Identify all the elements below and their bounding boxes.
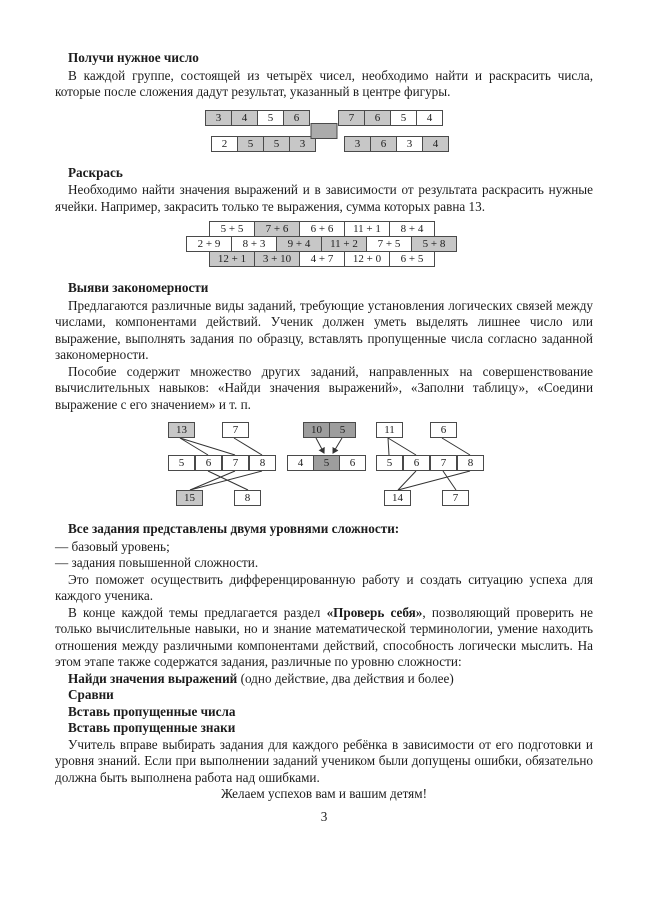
level-item-basic: — базовый уровень; [55,538,170,554]
check-yourself-pre: В конце каждой темы предлагается раздел [68,604,327,620]
paragraph-differentiation: Это поможет осуществить дифференцированную работу и создать ситуацию успеха для каждого ученика. [55,571,593,603]
number-cell: 5 [263,136,290,152]
number-cell: 6 [370,136,397,152]
connect-cell: 8 [249,455,276,471]
expression-cell: 8 + 3 [231,236,277,252]
task-find-values-bold: Найди значения выражений [68,670,238,686]
paragraph-teacher: Учитель вправе выбирать задания для каждого ребёнка в зависимости от его подготовки и уровня знаний. Если при выполнении заданий учеником были допущены ошибки, обязательно должна быть выполнена работа над ошибками. [55,736,593,785]
expression-row [209,251,462,267]
connect-cell: 7 [442,490,469,506]
center-target-cell [311,123,338,139]
expression-cell: 11 + 1 [344,221,390,237]
connect-cell: 4 [287,455,314,471]
expression-cell: 7 + 6 [254,221,300,237]
connect-cell: 7 [222,455,249,471]
expression-cell: 2 + 9 [186,236,232,252]
expression-cell: 6 + 6 [299,221,345,237]
number-group [205,110,310,126]
expression-cell: 7 + 5 [366,236,412,252]
paragraph-patterns-1: Предлагаются различные виды заданий, требующие установления логических связей между числами, компонентами действий. Ученик должен уметь выделять лишнее число или выражение, выполнять задания по образцу, вставлять пропущенные числа согласно заданной закономерности. [55,297,593,362]
task-find-values [55,671,593,688]
figure-connect-groups [159,422,489,508]
paragraph-get-number: В каждой группе, состоящей из четырёх чисел, необходимо найти и раскрасить числа, которые после сложения дадут результат, указанный в центре фигуры. [55,67,593,99]
connect-cell: 6 [339,455,366,471]
heading-color: Раскрась [68,164,123,180]
figure-sum-groups [205,110,443,152]
paragraph-color: Необходимо найти значения выражений и в зависимости от результата раскрасить нужные ячейки. Например, закрасить только те выражения, сумма которых равна 13. [55,182,593,214]
task-insert-signs-bold: Вставь пропущенные знаки [68,720,236,735]
expression-row [209,221,462,237]
number-cell: 3 [205,110,232,126]
task-insert-numbers-bold: Вставь пропущенные числа [68,703,236,719]
number-cell: 4 [231,110,258,126]
expression-cell: 12 + 1 [209,251,255,267]
number-cell: 7 [338,110,365,126]
connect-cell: 14 [384,490,411,506]
number-cell: 6 [364,110,391,126]
connect-cell: 6 [403,455,430,471]
connect-cell: 13 [168,422,195,438]
number-cell: 4 [422,136,449,152]
number-cell: 3 [344,136,371,152]
expression-cell: 8 + 4 [389,221,435,237]
page-number: 3 [320,808,328,824]
number-cell: 5 [237,136,264,152]
task-compare-bold: Сравни [68,687,114,702]
paragraph-patterns-2: Пособие содержит множество других заданий, направленных на совершенствование вычислительных навыков: «Найди значения выражений», «Заполни таблицу», «Соедини выражение с его значением» и т. п. [55,363,593,412]
connect-cell: 7 [430,455,457,471]
number-group [211,136,316,152]
expression-cell: 4 + 7 [299,251,345,267]
task-insert-numbers [55,704,593,721]
figure-expression-grid [186,221,462,267]
connect-cell: 6 [195,455,222,471]
number-group [344,136,449,152]
connect-cell: 8 [234,490,261,506]
expression-cell: 9 + 4 [276,236,322,252]
number-cell: 5 [390,110,417,126]
check-yourself-title: «Проверь себя» [326,604,423,620]
expression-cell: 11 + 2 [321,236,367,252]
number-cell: 3 [289,136,316,152]
connect-cell: 10 [303,422,330,438]
connect-cell: 8 [457,455,484,471]
task-insert-signs [55,720,593,737]
number-cell: 6 [283,110,310,126]
number-group [338,110,443,126]
number-cell: 4 [416,110,443,126]
connect-cell: 5 [168,455,195,471]
closing-line: Желаем успехов вам и вашим детям! [221,786,427,801]
number-cell: 2 [211,136,238,152]
paragraph-check-yourself [55,605,593,671]
expression-row [186,236,462,252]
connect-cell: 5 [376,455,403,471]
heading-patterns: Выяви закономерности [68,280,209,295]
heading-levels: Все задания представлены двумя уровнями сложности: [68,521,400,536]
connect-cell: 6 [430,422,457,438]
expression-cell: 12 + 0 [344,251,390,267]
level-item-advanced: — задания повышенной сложности. [55,555,259,570]
connect-cell: 15 [176,490,203,506]
connect-cell: 5 [329,422,356,438]
expression-cell: 6 + 5 [389,251,435,267]
check-yourself-post: , позволяющий проверить не только вычислительные навыки, но и знание математической терминологии, умение находить отношения между различными компонентами действий, способность логически мыслить. На этом этапе также содержатся задания, различные по уровню сложности: [55,604,593,669]
task-find-values-normal: (одно действие, два действия и более) [237,670,454,686]
number-cell: 3 [396,136,423,152]
connect-cell: 11 [376,422,403,438]
number-cell: 5 [257,110,284,126]
connect-cell: 5 [313,455,340,471]
expression-cell: 5 + 8 [411,236,457,252]
expression-cell: 5 + 5 [209,221,255,237]
heading-get-number: Получи нужное число [68,50,199,65]
connect-cell: 7 [222,422,249,438]
task-compare [55,687,593,704]
expression-cell: 3 + 10 [254,251,300,267]
